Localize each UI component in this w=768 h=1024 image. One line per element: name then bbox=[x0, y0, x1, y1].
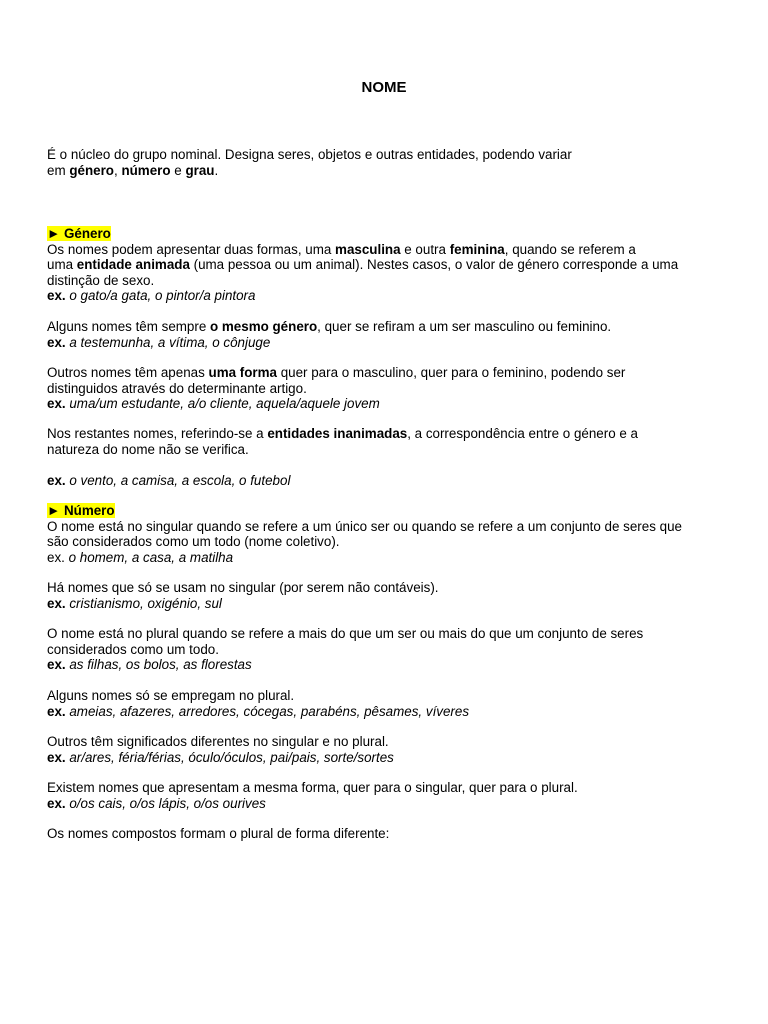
numero-p6-example: ex. o/os cais, o/os lápis, o/os ourives bbox=[47, 795, 266, 811]
numero-p4-example: ex. ameias, afazeres, arredores, cócegas, parabéns, pêsames, víveres bbox=[47, 703, 470, 719]
numero-paragraph-6: Existem nomes que apresentam a mesma forma, quer para o singular, quer para o plural. ex. o/os cais, o/os lápis, o/os ourives bbox=[47, 780, 737, 811]
numero-heading: ► Número bbox=[47, 503, 115, 518]
genero-p2-example: ex. a testemunha, a vítima, o cônjuge bbox=[47, 334, 271, 350]
genero-p1-line-3: distinção de sexo. bbox=[47, 272, 155, 288]
numero-p3-example: ex. as filhas, os bolos, as florestas bbox=[47, 657, 252, 672]
genero-p1-line-1: Os nomes podem apresentar duas formas, uma masculina e outra feminina, quando se referem a bbox=[47, 241, 636, 257]
numero-p5-example: ex. ar/ares, féria/férias, óculo/óculos, pai/pais, sorte/sortes bbox=[47, 749, 394, 765]
genero-p1-example: ex. o gato/a gata, o pintor/a pintora bbox=[47, 288, 256, 303]
intro-line-1: É o núcleo do grupo nominal. Designa seres, objetos e outras entidades, podendo variar bbox=[47, 147, 572, 162]
numero-paragraph-4: Alguns nomes só se empregam no plural. ex. ameias, afazeres, arredores, cócegas, parabéns, pêsames, víveres bbox=[47, 688, 737, 719]
genero-paragraph-4: Nos restantes nomes, referindo-se a entidades inanimadas, a correspondência entre o género e a natureza do nome não se verifica. bbox=[47, 426, 638, 457]
genero-paragraph-2: Alguns nomes têm sempre o mesmo género, quer se refiram a um ser masculino ou feminino. ex. a testemunha, a vítima, o cônjuge bbox=[47, 319, 737, 350]
section-genero bbox=[47, 226, 737, 304]
numero-paragraph-3: O nome está no plural quando se refere a mais do que um ser ou mais do que um conjunto de seres considerados como um todo. ex. as filhas, os bolos, as florestas bbox=[47, 626, 737, 673]
genero-p3-example: ex. uma/um estudante, a/o cliente, aquela/aquele jovem bbox=[47, 396, 380, 411]
intro-paragraph bbox=[47, 147, 737, 178]
intro-line-2: em género, número e grau. bbox=[47, 162, 219, 178]
numero-p1-example: ex. o homem, a casa, a matilha bbox=[47, 549, 234, 565]
numero-paragraph-7: Os nomes compostos formam o plural de forma diferente: bbox=[47, 826, 390, 841]
page-title: NOME bbox=[361, 79, 407, 96]
genero-p1-line-2: uma entidade animada (uma pessoa ou um animal). Nestes casos, o valor de género corresponde a uma bbox=[47, 257, 679, 272]
numero-paragraph-2: Há nomes que só se usam no singular (por serem não contáveis). ex. cristianismo, oxigénio, sul bbox=[47, 580, 737, 611]
numero-p2-example: ex. cristianismo, oxigénio, sul bbox=[47, 595, 222, 611]
section-numero: ► Número O nome está no singular quando se refere a um único ser ou quando se refere a um conjunto de seres que são considerados como um todo (nome coletivo). ex. o homem, a casa, a matilha bbox=[47, 503, 737, 565]
genero-paragraph-3: Outros nomes têm apenas uma forma quer para o masculino, quer para o feminino, podendo ser distinguidos através do determinante artigo. ex. uma/um estudante, a/o cliente, aquela/aquele jovem bbox=[47, 365, 737, 412]
numero-paragraph-5: Outros têm significados diferentes no singular e no plural. ex. ar/ares, féria/férias, óculo/óculos, pai/pais, sorte/sortes bbox=[47, 734, 737, 765]
genero-p4-example: ex. o vento, a camisa, a escola, o futebol bbox=[47, 473, 291, 488]
genero-heading: ► Género bbox=[47, 226, 111, 241]
